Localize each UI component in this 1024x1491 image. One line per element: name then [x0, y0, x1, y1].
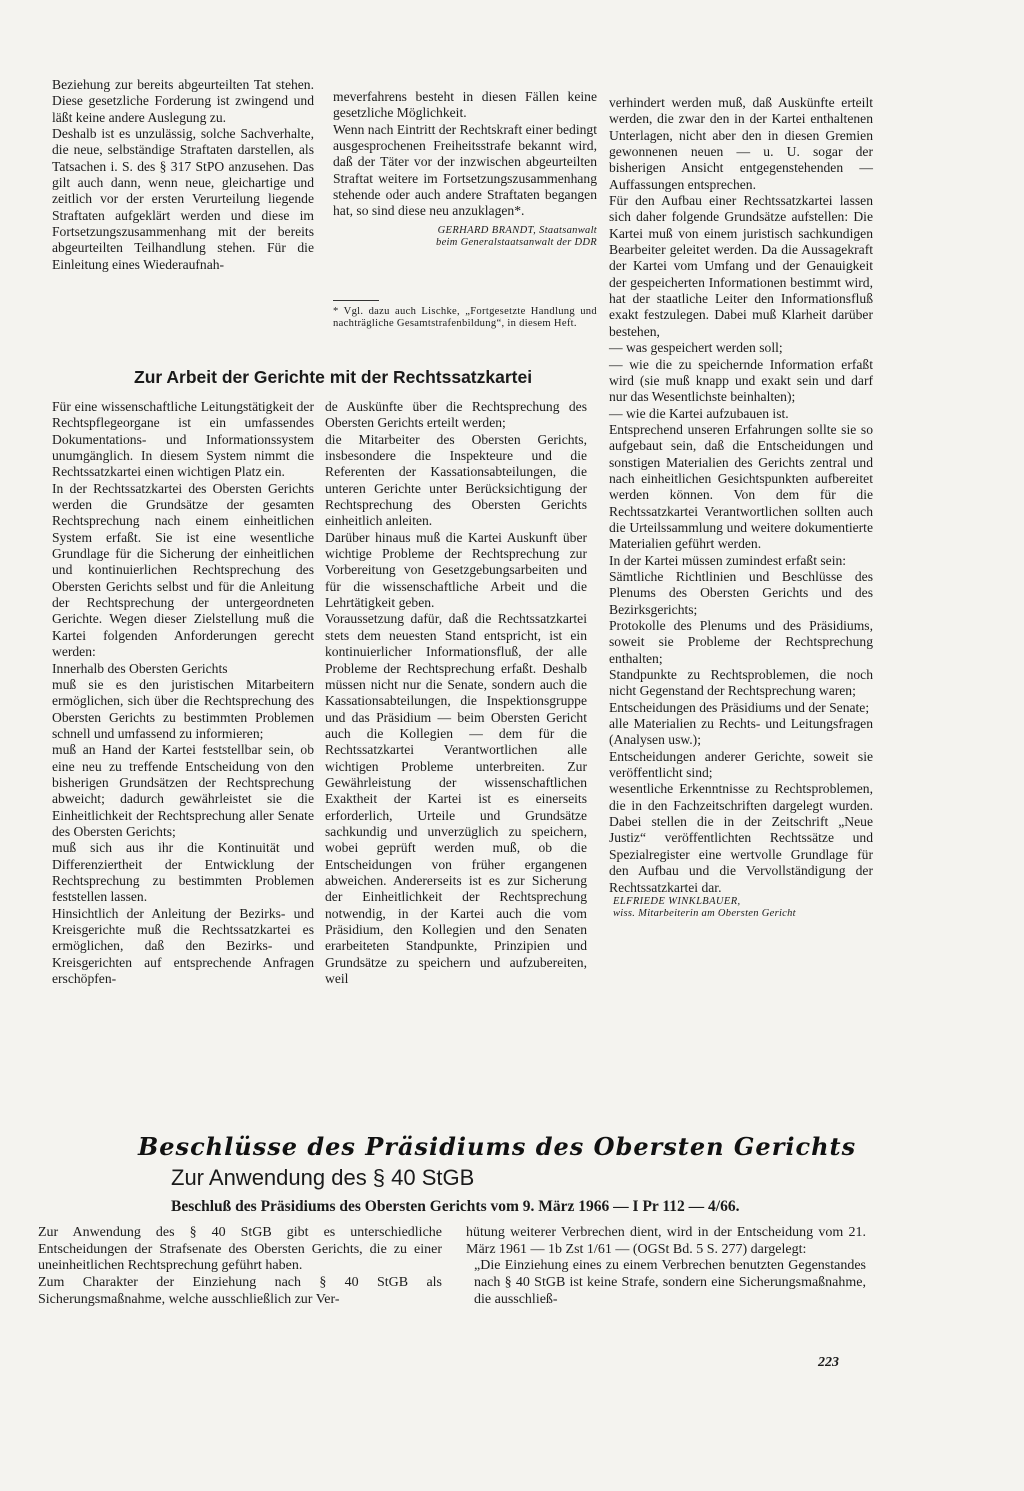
list-item: Protokolle des Plenums und des Präsidiums, soweit sie Probleme der Rechtsprechung enthalten;: [609, 618, 873, 666]
author-affiliation: beim Generalstaatsanwalt der DDR: [436, 237, 597, 249]
decision-subheading: Beschluß des Präsidiums des Obersten Gerichts vom 9. März 1966 — I Pr 112 — 4/66.: [171, 1198, 740, 1215]
author-signature-1: [333, 225, 597, 250]
author-name: GERHARD BRANDT,: [437, 224, 537, 236]
paragraph: muß sie es den juristischen Mitarbeitern ermöglichen, sich über die Rechtsprechung des Obersten Gerichts zu bestimmten Problemen schnell und umfassend zu informieren;: [52, 676, 314, 741]
list-item: Entscheidungen anderer Gerichte, soweit sie veröffentlicht sind;: [609, 748, 873, 781]
decision-heading: Zur Anwendung des § 40 StGB: [171, 1165, 475, 1190]
paragraph: Zur Anwendung des § 40 StGB gibt es unterschiedliche Entscheidungen der Strafsenate des Obersten Gerichts, die zu einer uneinheitlichen Rechtsprechung geführt haben.: [38, 1225, 442, 1274]
paragraph: Deshalb ist es unzulässig, solche Sachverhalte, die neue, selbständige Straftaten darstellen, als Tatsachen i. S. des § 317 StPO anzusehen. Das gilt auch dann, wenn neue, gleichartige und zeitlich vor der ersten Verurteilung liegende Straftaten aufgeklärt werden und diese im Fortsetzungszusammenhang mit der bereits abgeurteilten Teilhandlung stehen. Für die Einleitung eines Wiederaufnah-: [52, 126, 314, 272]
paragraph: Für eine wissenschaftliche Leitungstätigkeit der Rechtspflegeorgane ist ein umfassendes Dokumentations- und Informationssystem unumgänglich. In diesem System nimmt die Rechtssatzkartei einen wichtigen Platz ein.: [52, 399, 314, 480]
paragraph: meverfahrens besteht in diesen Fällen keine gesetzliche Möglichkeit.: [333, 89, 597, 121]
paragraph: Zum Charakter der Einziehung nach § 40 StGB als Sicherungsmaßnahme, welche ausschließlich zur Ver-: [38, 1275, 442, 1307]
paragraph: Wenn nach Eintritt der Rechtskraft einer bedingt ausgesprochenen Freiheitsstrafe bekannt wird, daß der Täter vor der inzwischen abgeurteilten Straftat weitere im Fortsetzungszusammenhang stehende oder auch andere Straftaten begangen hat, so sind diese neu anzuklagen*.: [333, 121, 597, 219]
list-item: — was gespeichert werden soll;: [609, 340, 783, 356]
page-number: 223: [818, 1355, 839, 1370]
list-item: wesentliche Erkenntnisse zu Rechtsproblemen, die in den Fachzeitschriften dargelegt wurden. Dabei stellen die in der Zeitschrift „Neue Justiz“ veröffentlichten Rechtssätze und Spezialregister eine wertvolle Grundlage für den Aufbau und die Vervollständigung der Rechtssatzkartei dar.: [609, 781, 873, 895]
paragraph: Innerhalb des Obersten Gerichts: [52, 660, 228, 676]
column-3: [609, 95, 873, 921]
article-heading: Zur Arbeit der Gerichte mit der Rechtssatzkartei: [134, 367, 533, 387]
paragraph: In der Kartei müssen zumindest erfaßt sein:: [609, 552, 847, 568]
paragraph: In der Rechtssatzkartei des Obersten Gerichts werden die Grundsätze der gesamten Rechtsprechung nach einem einheitlichen System erfaßt. Sie ist eine wesentliche Grundlage für die Sicherung der einheitlichen und kontinuierlichen Rechtsprechung des Obersten Gerichts selbst und für die Anleitung der Rechtsprechung der untergeordneten Gerichte. Wegen dieser Zielstellung muß die Kartei folgenden Anforderungen gerecht werden:: [52, 480, 314, 660]
list-item: — wie die Kartei aufzubauen ist.: [609, 405, 789, 421]
author-affiliation: wiss. Mitarbeiterin am Obersten Gericht: [613, 908, 796, 920]
paragraph: de Auskünfte über die Rechtsprechung des Obersten Gerichts erteilt werden;: [325, 399, 587, 431]
author-name: ELFRIEDE WINKLBAUER,: [613, 895, 741, 907]
paragraph: Beziehung zur bereits abgeurteilten Tat stehen. Diese gesetzliche Forderung ist zwingend und läßt keine andere Auslegung zu.: [52, 77, 314, 125]
list-item: Standpunkte zu Rechtsproblemen, die noch nicht Gegenstand der Rechtsprechung waren;: [609, 667, 873, 699]
paragraph: Hinsichtlich der Anleitung der Bezirks- und Kreisgerichte muß die Rechtssatzkartei es ermöglichen, daß den Bezirks- und Kreisgerichten auf entsprechende Anfragen erschöpfen-: [52, 905, 314, 987]
paragraph: die Mitarbeiter des Obersten Gerichts, insbesondere die Inspekteure und die Referenten der Kassationsabteilungen, die unteren Gerichte unter Berücksichtigung der Rechtsprechung des Obersten Gerichts einheitlich anleiten.: [325, 431, 587, 529]
author-role: Staatsanwalt: [539, 224, 597, 236]
list-item: — wie die zu speichernde Information erfaßt wird (sie muß knapp und exakt sein und darf nur das Wesentlichste beinhalten);: [609, 356, 873, 405]
column-bottom-right: [466, 1225, 866, 1309]
paragraph: hütung weiterer Verbrechen dient, wird in der Entscheidung vom 21. März 1961 — 1b Zst 1/61 — (OGSt Bd. 5 S. 277) dargelegt:: [466, 1225, 866, 1257]
paragraph: Voraussetzung dafür, daß die Rechtssatzkartei stets dem neuesten Stand entspricht, ist ein kontinuierlicher Informationsfluß, der alle Probleme der Rechtsprechung erfaßt. Deshalb müssen nicht nur die Senate, sondern auch die Kassationsabteilungen, die Inspektionsgruppe und das Präsidium — beim Obersten Gericht auch die Kollegien — dem für die Rechtssatzkartei Verantwortlichen alle wichtigen Probleme unterbreiten. Zur Gewährleistung der wissenschaftlichen Exaktheit der Kartei ist es einerseits erforderlich, Urteile und Grundsätze sachkundig und unverzüglich zu speichern, wobei geprüft werden muß, ob die Entscheidungen von früher ergangenen abweichen. Andererseits ist es zur Sicherung der Einheitlichkeit der Rechtsprechung notwendig, in der Kartei auch die vom Präsidium, den Kollegien und den Senaten erarbeiteten Standpunkte, Prinzipien und Grundsätze zu speichern und aufzubereiten, weil: [325, 611, 587, 987]
quote: „Die Einziehung eines zu einem Verbrechen benutzten Gegenstandes nach § 40 StGB ist keine Strafe, sondern eine Sicherungsmaßnahme, die ausschließ-: [474, 1258, 866, 1307]
column-2-top: [333, 89, 597, 250]
footnote-divider: [333, 300, 379, 301]
section-heading: Beschlüsse des Präsidiums des Obersten Gerichts: [138, 1132, 857, 1161]
paragraph: Darüber hinaus muß die Kartei Auskunft über wichtige Probleme der Rechtsprechung zur Vorbereitung von Gesetzgebungsarbeiten und für die wissenschaftliche Arbeit und die Lehrtätigkeit geben.: [325, 529, 587, 611]
footnote: * Vgl. dazu auch Lischke, „Fortgesetzte Handlung und nachträgliche Gesamtstrafenbildung“, in diesem Heft.: [333, 306, 597, 329]
author-signature-2: [609, 896, 873, 921]
paragraph: muß an Hand der Kartei feststellbar sein, ob eine neu zu treffende Entscheidung von den bisherigen Grundsätzen der Rechtsprechung abweicht; dadurch gewährleistet sie die Einheitlichkeit der Rechtsprechung aller Senate des Obersten Gerichts;: [52, 742, 314, 839]
column-bottom-left: [38, 1225, 442, 1309]
paragraph: Entsprechend unseren Erfahrungen sollte sie so aufgebaut sein, daß die Entscheidungen und sonstigen Materialien des Gerichts zentral und nach einheitlichen Gesichtspunkten aufbereitet werden können. Von dem für die Rechtssatzkartei Verantwortlichen sollten auch die Urteilssammlung und weitere dokumentierte Materialien geführt werden.: [609, 421, 873, 552]
column-2-mid: [325, 399, 587, 987]
list-item: alle Materialien zu Rechts- und Leitungsfragen (Analysen usw.);: [609, 716, 873, 748]
column-1-mid: [52, 399, 314, 987]
list-item: Entscheidungen des Präsidiums und der Senate;: [609, 699, 870, 715]
paragraph: verhindert werden muß, daß Auskünfte erteilt werden, die zwar den in der Kartei enthaltenen Unterlagen, nicht aber den in diesen Gremien gewonnenen neuen — u. U. sogar der bisherigen Ansicht entgegenstehenden — Auffassungen entsprechen.: [609, 95, 873, 192]
list-item: Sämtliche Richtlinien und Beschlüsse des Plenums des Obersten Gerichts und des Bezirksgerichts;: [609, 568, 873, 617]
paragraph: Für den Aufbau einer Rechtssatzkartei lassen sich daher folgende Grundsätze aufstellen: Die Kartei muß von einem juristisch sachkundigen Bearbeiter geleitet werden. Da die Aussagekraft der Kartei vom Umfang und der Genauigkeit der gespeicherten Informationen bestimmt wird, hat der staatliche Leiter den Informationsfluß exakt festzulegen. Dabei muß Klarheit darüber bestehen,: [609, 193, 873, 339]
paragraph: muß sich aus ihr die Kontinuität und Differenziertheit der Entwicklung der Rechtsprechung zu bestimmten Problemen feststellen lassen.: [52, 840, 314, 905]
column-1-top: [52, 77, 314, 273]
